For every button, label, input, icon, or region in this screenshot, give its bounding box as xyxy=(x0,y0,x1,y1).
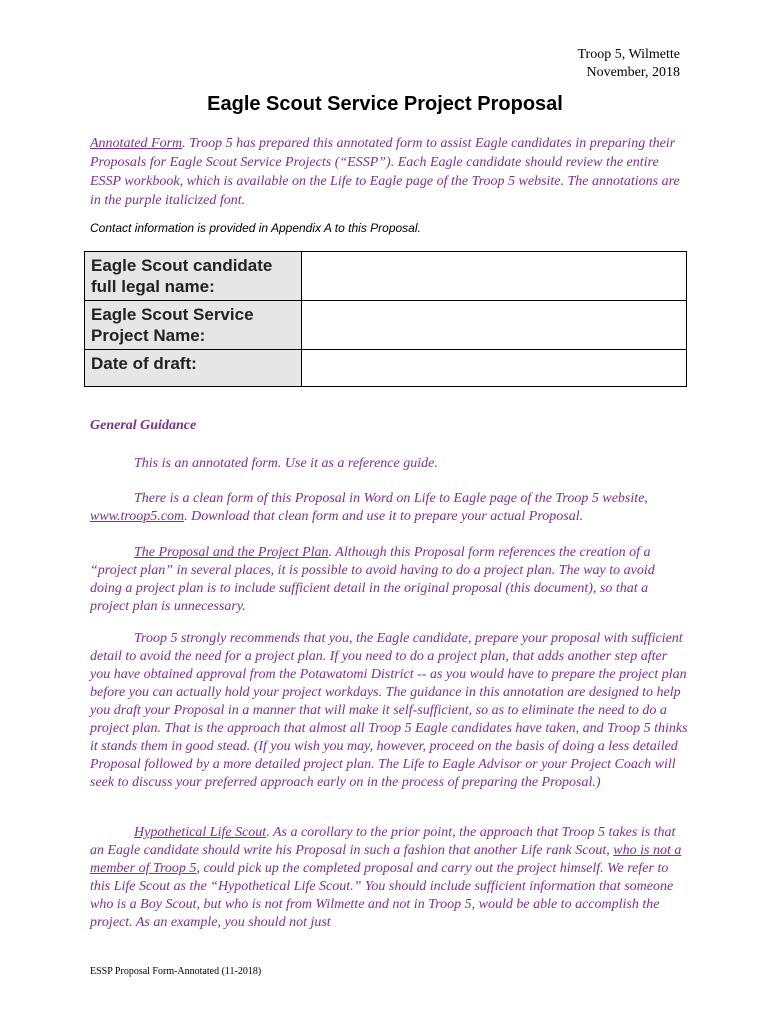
table-row xyxy=(85,301,687,350)
page-footer: ESSP Proposal Form-Annotated (11-2018) xyxy=(90,966,262,977)
contact-note: Contact information is provided in Appendix A to this Proposal. xyxy=(90,221,421,235)
troop5-website-link[interactable]: www.troop5.com xyxy=(90,509,185,524)
annotation-label: Annotated Form xyxy=(90,136,183,151)
hypothetical-life-scout-label: Hypothetical Life Scout xyxy=(134,825,267,840)
guidance-paragraph-5 xyxy=(90,824,690,932)
project-name-field[interactable] xyxy=(302,301,687,350)
table-row xyxy=(85,252,687,301)
proposal-project-plan-label: The Proposal and the Project Plan xyxy=(134,545,329,560)
table-row xyxy=(85,350,687,387)
page-title: Eagle Scout Service Project Proposal xyxy=(207,93,563,115)
guidance-p1-text: This is an annotated form. Use it as a reference guide. xyxy=(134,456,438,471)
date-line: November, 2018 xyxy=(586,65,680,80)
draft-date-field[interactable] xyxy=(302,350,687,387)
annotation-text: . Troop 5 has prepared this annotated form to assist Eagle candidates in preparing their Proposals for Eagle Scout Service Projects (“ESSP”). Each Eagle candidate should review the entire ESSP workbook, which is available on the Life to Eagle page of the Troop 5 website. The annotations are in the purple italicized font. xyxy=(90,136,680,208)
troop-line: Troop 5, Wilmette xyxy=(577,47,680,62)
guidance-paragraph-3 xyxy=(90,544,690,616)
guidance-p2-text-a: There is a clean form of this Proposal in Word on Life to Eagle page of the Troop 5 website, xyxy=(134,491,648,506)
guidance-p5-text-a: . As a corollary to the prior point, the approach that Troop 5 takes is that an Eagle candidate should write his Proposal in such a fashion that another Life rank Scout, xyxy=(90,825,676,858)
general-guidance-heading: General Guidance xyxy=(90,418,197,433)
candidate-name-label: Eagle Scout candidate full legal name: xyxy=(85,252,302,301)
candidate-info-table xyxy=(84,251,687,387)
guidance-p3-text: . Although this Proposal form references the creation of a “project plan” in several places, it is possible to avoid having to do a project plan. The way to avoid doing a project plan is to include sufficient detail in the original proposal (this document), so that a project plan is unnecessary. xyxy=(90,545,655,614)
guidance-paragraph-2 xyxy=(90,490,690,526)
guidance-p5-text-b: , could pick up the completed proposal and carry out the project himself. We refer to this Life Scout as the “Hypothetical Life Scout.” You should include sufficient information that someone who is a Boy Scout, but who is not from Wilmette and not in Troop 5, would be able to accomplish the project. As an example, you should not just xyxy=(90,861,674,930)
not-member-phrase: who is not a member of Troop 5 xyxy=(90,843,682,876)
guidance-p4-text: Troop 5 strongly recommends that you, the Eagle candidate, prepare your proposal with sufficient detail to avoid the need for a project plan. If you need to do a project plan, that adds another step after you have obtained approval from the Potawatomi District -- as you would have to prepare the project plan before you can actually hold your project workdays. The guidance in this annotation are designed to help you draft your Proposal in a manner that will make it self-sufficient, so as to eliminate the need to do a project plan. That is the approach that almost all Troop 5 Eagle candidates have taken, and Troop 5 thinks it stands them in good stead. (If you wish you may, however, proceed on the basis of doing a less detailed Proposal followed by a more detailed project plan. The Life to Eagle Advisor or your Project Coach will seek to discuss your preferred approach early on in the process of preparing the Proposal.) xyxy=(90,631,688,790)
draft-date-label: Date of draft: xyxy=(85,350,302,387)
annotation-paragraph xyxy=(90,134,690,210)
page-header xyxy=(578,46,681,82)
guidance-paragraph-4 xyxy=(90,630,690,792)
candidate-name-field[interactable] xyxy=(302,252,687,301)
project-name-label: Eagle Scout Service Project Name: xyxy=(85,301,302,350)
guidance-p2-text-b: . Download that clean form and use it to prepare your actual Proposal. xyxy=(184,509,584,524)
guidance-paragraph-1 xyxy=(90,455,690,473)
